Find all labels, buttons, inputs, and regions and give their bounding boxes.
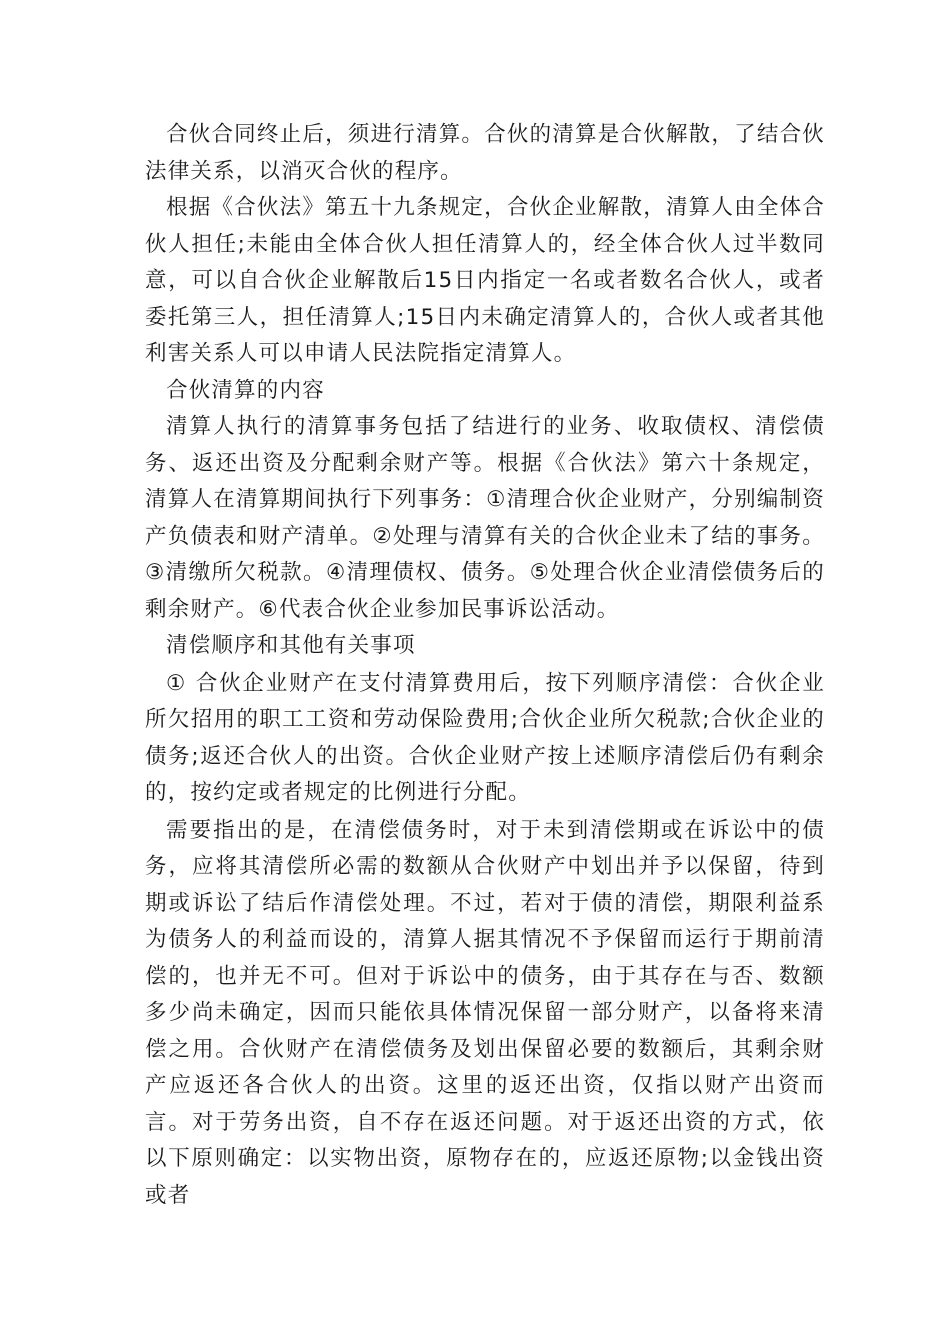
document-body (145, 117, 825, 1214)
paragraph-debt-notes: 需要指出的是，在清偿债务时，对于未到清偿期或在诉讼中的债务，应将其清偿所必需的数额从合伙财产中划出并予以保留，待到期或诉讼了结后作清偿处理。不过，若对于债的清偿，期限利益系为债务人的利益而设的，清算人据其情况不予保留而运行于期前清偿的，也并无不可。但对于诉讼中的债务，由于其存在与否、数额多少尚未确定，因而只能依具体情况保留一部分财产，以备将来清偿之用。合伙财产在清偿债务及划出保留必要的数额后，其剩余财产应返还各合伙人的出资。这里的返还出资，仅指以财产出资而言。对于劳务出资，自不存在返还问题。对于返还出资的方式，依以下原则确定：以实物出资，原物存在的，应返还原物;以金钱出资或者 (145, 817, 825, 1208)
paragraph-liquidation-intro: 合伙合同终止后，须进行清算。合伙的清算是合伙解散，了结合伙法律关系，以消灭合伙的程序。 (145, 122, 825, 184)
heading-repayment-order: 清偿顺序和其他有关事项 (166, 633, 416, 658)
heading-liquidation-content: 合伙清算的内容 (166, 377, 325, 403)
paragraph-liquidation-affairs: 清算人执行的清算事务包括了结进行的业务、收取债权、清偿债务、返还出资及分配剩余财产等。根据《合伙法》第六十条规定，清算人在清算期间执行下列事务：①清理合伙企业财产，分别编制资产负债表和财产清单。②处理与清算有关的合伙企业未了结的事务。③清缴所欠税款。④清理债权、债务。⑤处理合伙企业清偿债务后的剩余财产。⑥代表合伙企业参加民事诉讼活动。 (145, 414, 825, 622)
paragraph-repayment-order: ① 合伙企业财产在支付清算费用后，按下列顺序清偿：合伙企业所欠招用的职工工资和劳动保险费用;合伙企业所欠税款;合伙企业的债务;返还合伙人的出资。合伙企业财产按上述顺序清偿后仍有剩余的，按约定或者规定的比例进行分配。 (145, 670, 825, 805)
paragraph-liquidator-appointment: 根据《合伙法》第五十九条规定，合伙企业解散，清算人由全体合伙人担任;未能由全体合伙人担任清算人的，经全体合伙人过半数同意，可以自合伙企业解散后15日内指定一名或者数名合伙人，或者委托第三人，担任清算人;15日内未确定清算人的，合伙人或者其他利害关系人可以申请人民法院指定清算人。 (145, 195, 825, 366)
